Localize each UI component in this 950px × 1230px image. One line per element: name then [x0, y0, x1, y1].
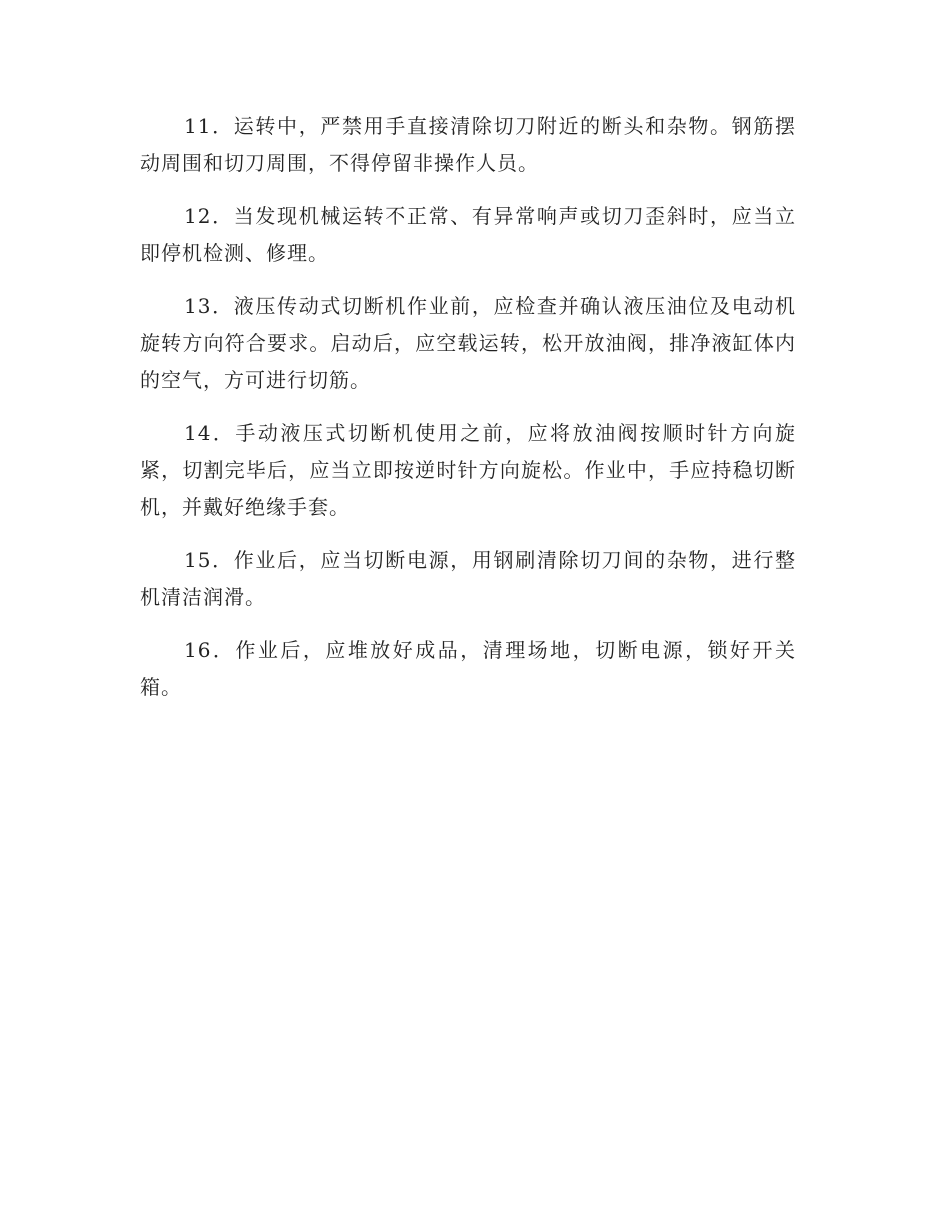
paragraph-12: 12．当发现机械运转不正常、有异常响声或切刀歪斜时，应当立即停机检测、修理。	[140, 204, 796, 265]
document-body	[140, 108, 796, 722]
paragraph-13: 13．液压传动式切断机作业前，应检查并确认液压油位及电动机旋转方向符合要求。启动后，应空载运转，松开放油阀，排净液缸体内的空气，方可进行切筋。	[140, 294, 796, 392]
paragraph-11: 11．运转中，严禁用手直接清除切刀附近的断头和杂物。钢筋摆动周围和切刀周围，不得停留非操作人员。	[140, 114, 796, 175]
paragraph-14: 14．手动液压式切断机使用之前，应将放油阀按顺时针方向旋紧，切割完毕后，应当立即按逆时针方向旋松。作业中，手应持稳切断机，并戴好绝缘手套。	[140, 421, 796, 519]
paragraph-16: 16．作业后，应堆放好成品，清理场地，切断电源，锁好开关箱。	[140, 638, 796, 699]
paragraph-15: 15．作业后，应当切断电源，用钢刷清除切刀间的杂物，进行整机清洁润滑。	[140, 548, 796, 609]
